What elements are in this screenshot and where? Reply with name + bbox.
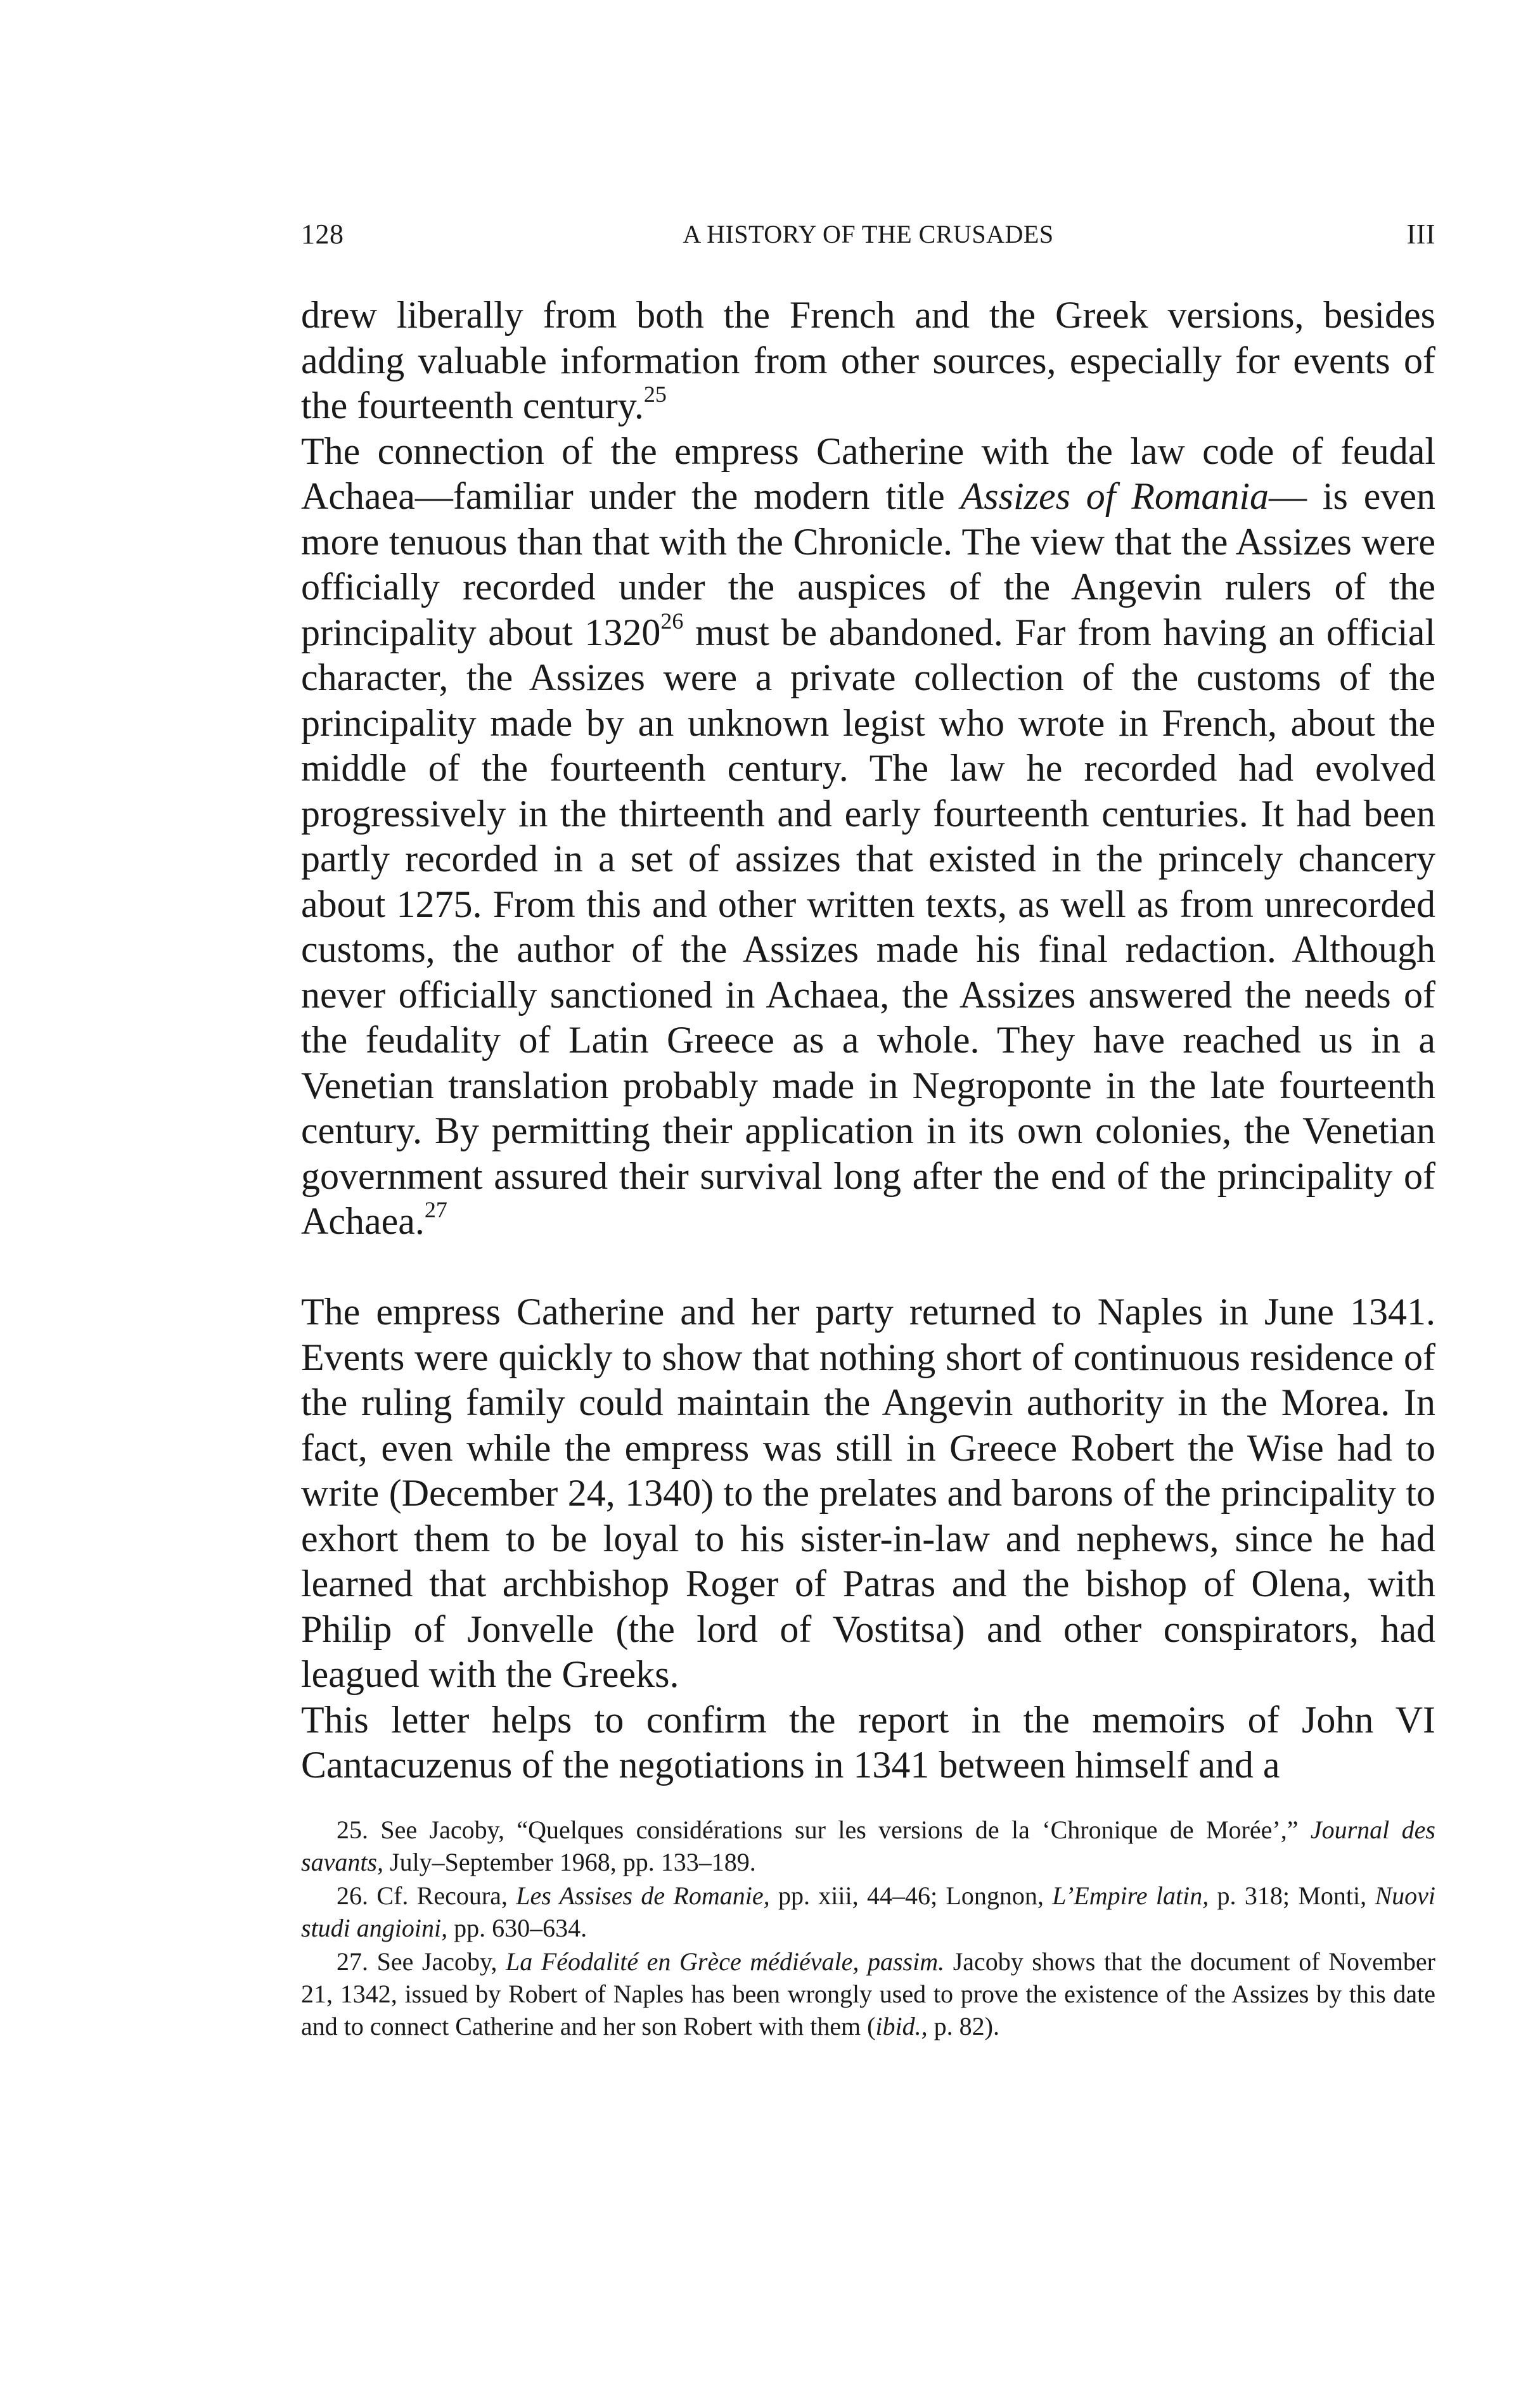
footnote-25: 25. See Jacoby, “Quelques considérations sur les versions de la ‘Chronique de Morée’,” Journal des savants, July–September 1968, pp. 133–189. xyxy=(301,1815,1435,1876)
paragraph-2: The connection of the empress Catherine with the law code of feudal Achaea—familiar under the modern title Assizes of Romania— is even more tenuous than that with the Chronicle. The view that the Assizes were officially recorded under the auspices of the Angevin rulers of the principality about 1320$^{26}$ must be abandoned. Far from having an official character, the Assizes were a private collection of the customs of the principality made by an unknown legist who wrote in French, about the middle of the fourteenth century. The law he recorded had evolved progressively in the thirteenth and early fourteenth centuries. It had been partly recorded in a set of assizes that existed in the princely chancery about 1275. From this and other written texts, as well as from unrecorded customs, the author of the Assizes made his final redaction. Although never officially sanctioned in Achaea, the Assizes answered the needs of the feudality of Latin Greece as a whole. They have reached us in a Venetian translation probably made in Negroponte in the late fourteenth century. By permitting their application in its own colonies, the Venetian government assured their survival long after the end of the principality of Achaea.$^{27}$ xyxy=(301,430,1436,1242)
running-title: A HISTORY OF THE CRUSADES xyxy=(683,220,1054,248)
body-text xyxy=(301,293,1435,1788)
note-ref-26: 26 xyxy=(660,608,684,634)
running-head xyxy=(301,215,1435,253)
paragraph-1: drew liberally from both the French and the Greek versions, besides adding valuable information from other sources, especially for events of the fourteenth century.$^{25}$ xyxy=(301,294,1435,426)
footnotes xyxy=(301,1814,1435,2042)
note-ref-25: 25 xyxy=(643,381,667,407)
note-ref-27: 27 xyxy=(424,1197,447,1222)
page-number: 128 xyxy=(301,219,344,250)
book-page xyxy=(301,215,1435,2042)
title-assizes-of-romania: Assizes of Romania xyxy=(960,475,1269,517)
footnote-27: 27. See Jacoby, La Féodalité en Grèce médiévale, passim. Jacoby shows that the document of November 21, 1342, issued by Robert of Naples has been wrongly used to prove the existence of the Assizes by this date and to connect Catherine and her son Robert with them (ibid., p. 82). xyxy=(301,1947,1435,2040)
volume-number: III xyxy=(1406,219,1435,250)
section-break xyxy=(301,1245,1435,1290)
paragraph-4: This letter helps to confirm the report in the memoirs of John VI Cantacuzenus of the negotiations in 1341 between himself and a xyxy=(301,1698,1435,1786)
paragraph-3: The empress Catherine and her party returned to Naples in June 1341. Events were quickly to show that nothing short of continuous residence of the ruling family could maintain the Angevin authority in the Morea. In fact, even while the empress was still in Greece Robert the Wise had to write (December 24, 1340) to the prelates and barons of the principality to exhort them to be loyal to his sister-in-law and nephews, since he had learned that archbishop Roger of Patras and the bishop of Olena, with Philip of Jonvelle (the lord of Vostitsa) and other conspirators, had leagued with the Greeks. xyxy=(301,1291,1435,1695)
footnote-26: 26. Cf. Recoura, Les Assises de Romanie, pp. xiii, 44–46; Longnon, L’Empire latin, p. 318; Monti, Nuovi studi angioini, pp. 630–634. xyxy=(301,1881,1436,1942)
